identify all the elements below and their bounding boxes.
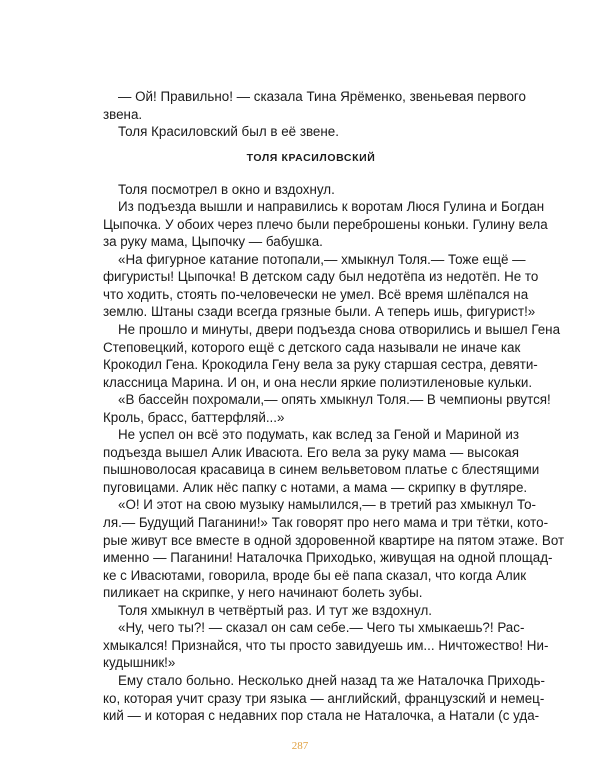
text-line: «На фигурное катание потопали,— хмыкнул Толя.— Тоже ещё — [118,251,526,267]
page-number: 287 [291,740,309,752]
text-line: ля.— Будущий Паганини!» Так говорят про него мама и три тётки, кото- [103,515,549,531]
text-line: классница Марина. И он, и она несли яркие полиэтиленовые кульки. [103,374,533,390]
paragraph [103,321,561,391]
paragraph [103,181,519,199]
text-line: Из подъезда вышли и направились к воротам Люся Гулина и Богдан [118,199,545,215]
text-line: пуговицами. Алик нёс папку с нотами, а мама — скрипку в футляре. [103,479,528,495]
text-line: Степовецкий, которого ещё с детского сада называли не иначе как [103,339,521,355]
text-line: Крокодил Гена. Крокодила Гену вела за руку старшая сестра, девяти- [103,357,538,373]
text-line: рые живут все вместе в одной здоровенной квартире на пятом этаже. Вот [103,532,565,548]
text-line: Не прошло и минуты, двери подъезда снова отворились и вышел Гена [118,322,561,338]
text-line: ко, которая учит сразу три языка — английский, французский и немец- [103,690,545,706]
text-line: «Ну, чего ты?! — сказал он сам себе.— Чего ты хмыкаешь?! Рас- [118,620,525,636]
text-line: звена. [103,106,143,122]
text-line: землю. Штаны сзади всегда грязные были. А теперь ишь, фигурист!» [103,304,536,320]
paragraph [103,198,548,251]
text-line: кий — и которая с недавних пор стала не Наталочка, а Натали (с уда- [103,708,540,724]
text-line: ке с Ивасютами, говорила, вроде бы её папа сказал, что когда Алик [103,567,527,583]
text-line: именно — Паганини! Наталочка Приходько, живущая на одной площад- [103,550,553,566]
text-line: подъезда вышел Алик Ивасюта. Его вела за руку мама — высокая [103,444,519,460]
text-line: Ему стало больно. Несколько дней назад та же Наталочка Приходь- [118,672,545,688]
text-line: «В бассейн похромали,— опять хмыкнул Толя.— В чемпионы рвутся! [118,392,551,408]
text-line: фигуристы! Цыпочка! В детском саду был недотёпа из недотёп. Не то [103,269,539,285]
text-line: Цыпочка. У обоих через плечо были переброшены коньки. Гулину вела [103,216,548,232]
paragraph [103,88,526,123]
paragraph [103,672,545,725]
text-line: — Ой! Правильно! — сказала Тина Ярёменко, звеньевая первого [118,89,526,104]
text-line: Кроль, брасс, баттерфляй...» [103,409,285,425]
paragraph [103,391,551,426]
paragraph [103,496,565,601]
text-line: Толя Красиловский был в её звене. [118,124,339,140]
text-line: что ходить, стоять по-человечески не умел. Всё время шлёпался на [103,286,529,302]
text-line: кудышник!» [103,655,176,671]
text-line: Толя посмотрел в окно и вздохнул. [118,181,335,197]
paragraph [103,123,519,141]
text-line: хмыкался! Признайся, что ты просто завидуешь им... Ничтожество! Ни- [103,637,549,653]
paragraph [103,426,540,496]
text-line: Не успел он всё это подумать, как вслед за Геной и Мариной из [118,427,519,443]
paragraph [103,619,549,672]
page-body [103,88,565,725]
chapter-heading: ТОЛЯ КРАСИЛОВСКИЙ [246,151,376,164]
text-line: пышноволосая красавица в синем вельветовом платье с блестящими [103,462,540,478]
paragraph [103,602,519,620]
text-line: за руку мама, Цыпочку — бабушка. [103,234,323,250]
paragraph [103,251,539,321]
text-line: Толя хмыкнул в четвёртый раз. И тут же вздохнул. [118,602,432,618]
text-line: «О! И этот на свою музыку намылился,— в третий раз хмыкнул То- [118,497,536,513]
text-line: пиликает на скрипке, у него начинают болеть зубы. [103,585,423,601]
